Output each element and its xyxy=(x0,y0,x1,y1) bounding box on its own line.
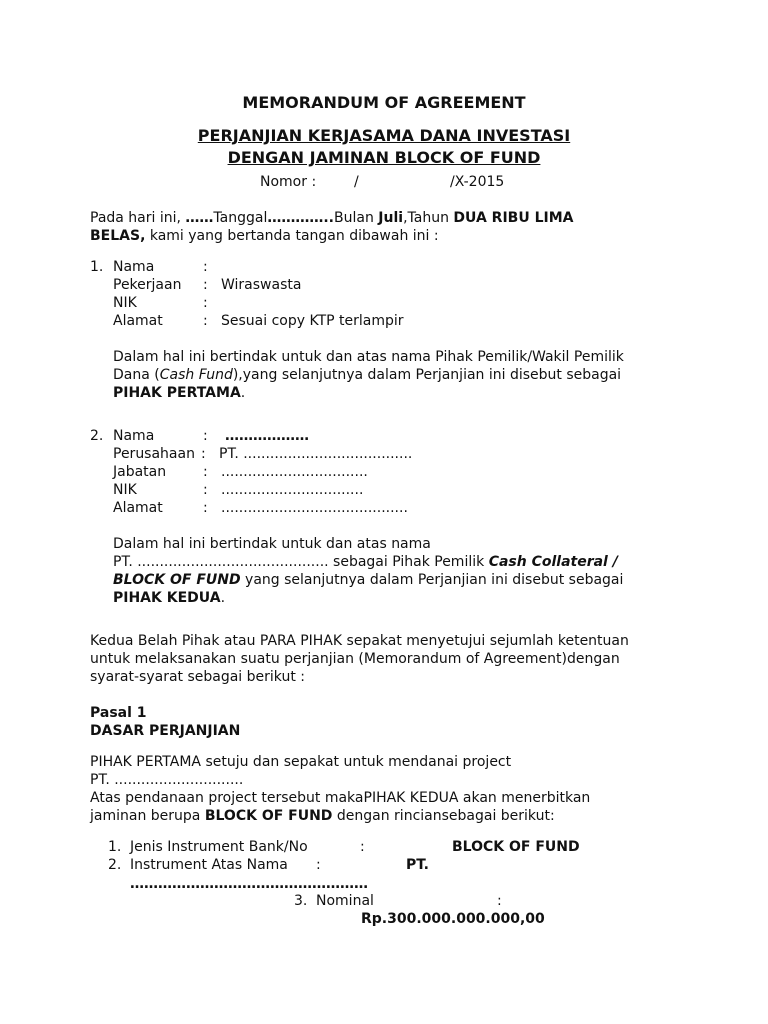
party1-colon-nik: : xyxy=(203,295,208,311)
document-subtitle-line-1: PERJANJIAN KERJASAMA DANA INVESTASI xyxy=(197,126,571,145)
nomor-suffix: /X-2015 xyxy=(450,174,505,190)
detail-1-value: BLOCK OF FUND xyxy=(452,839,580,855)
pasal1-para-line-1: PIHAK PERTAMA setuju dan sepakat untuk mendanai project xyxy=(90,754,512,770)
nomor-label: Nomor : xyxy=(260,174,317,190)
intro-text-h: DUA RIBU LIMA xyxy=(453,210,574,226)
detail-2-value: PT. xyxy=(406,857,430,873)
party1-value-alamat: Sesuai copy KTP terlampir xyxy=(221,313,404,329)
party1-desc-3b: . xyxy=(240,385,246,401)
party2-label-alamat: Alamat xyxy=(113,500,163,516)
party2-cash-collateral: Cash Collateral / xyxy=(488,554,618,570)
pasal1-para-line-4 xyxy=(90,807,555,825)
document-subtitle-line-2: DENGAN JAMINAN BLOCK OF FUND xyxy=(227,148,541,167)
pasal1-title: DASAR PERJANJIAN xyxy=(90,723,241,739)
intro-rest: kami yang bertanda tangan dibawah ini : xyxy=(145,228,439,244)
party2-label-nik: NIK xyxy=(113,482,137,498)
party2-desc-line-2 xyxy=(113,553,618,571)
party2-desc-4b: . xyxy=(220,590,226,606)
pasal1-p4a: jaminan berupa xyxy=(90,808,205,824)
intro-text-a: Pada hari ini, xyxy=(90,210,186,226)
party2-colon-perusahaan: : xyxy=(201,446,206,462)
party1-number: 1. xyxy=(90,259,104,275)
pasal1-block-of-fund: BLOCK OF FUND xyxy=(204,808,333,824)
party1-desc-line-1: Dalam hal ini bertindak untuk dan atas nama Pihak Pemilik/Wakil Pemilik xyxy=(113,349,624,365)
party2-number: 2. xyxy=(90,428,104,444)
pasal1-heading: Pasal 1 xyxy=(90,705,147,721)
agreement-line-2: untuk melaksanakan suatu perjanjian (Memorandum of Agreement)dengan xyxy=(90,651,620,667)
party2-label-nama: Nama xyxy=(113,428,155,444)
party1-cash-fund: Cash Fund xyxy=(159,367,233,383)
detail-3-amount: Rp.300.000.000.000,00 xyxy=(361,911,545,927)
party1-colon-alamat: : xyxy=(203,313,208,329)
document-title: MEMORANDUM OF AGREEMENT xyxy=(242,93,526,112)
party2-pihak-kedua: PIHAK KEDUA xyxy=(113,590,221,606)
intro-text-c: Tanggal xyxy=(213,210,268,226)
agreement-line-1: Kedua Belah Pihak atau PARA PIHAK sepakat menyetujui sejumlah ketentuan xyxy=(90,633,629,649)
party2-colon-nama: : xyxy=(203,428,208,444)
intro-belas: BELAS, xyxy=(90,228,146,244)
detail-2-continuation: …………………………………………… xyxy=(130,876,368,892)
intro-text-f: Juli xyxy=(378,210,404,226)
party2-desc-3b: yang selanjutnya dalam Perjanjian ini disebut sebagai xyxy=(240,572,624,588)
party2-label-jabatan: Jabatan xyxy=(113,464,167,480)
party2-desc-line-3 xyxy=(113,571,623,589)
detail-1-label: Jenis Instrument Bank/No xyxy=(130,839,308,855)
party1-colon-nama: : xyxy=(203,259,208,275)
intro-line-1 xyxy=(90,209,573,227)
detail-3-number: 3. xyxy=(294,893,308,909)
party1-label-alamat: Alamat xyxy=(113,313,163,329)
party2-value-alamat: .......................................... xyxy=(221,500,408,516)
party2-value-perusahaan: PT. ...................................... xyxy=(219,446,413,462)
party2-colon-nik: : xyxy=(203,482,208,498)
party1-label-pekerjaan: Pekerjaan xyxy=(113,277,182,293)
detail-2-colon: : xyxy=(316,857,321,873)
intro-text-g: ,Tahun xyxy=(403,210,454,226)
detail-2-label: Instrument Atas Nama xyxy=(130,857,288,873)
party1-desc-2a: Dana ( xyxy=(113,367,160,383)
detail-2-number: 2. xyxy=(108,857,122,873)
pasal1-para-line-3: Atas pendanaan project tersebut makaPIHAK KEDUA akan menerbitkan xyxy=(90,790,591,806)
party2-colon-alamat: : xyxy=(203,500,208,516)
detail-3-colon: : xyxy=(497,893,502,909)
party2-value-jabatan: ................................. xyxy=(221,464,368,480)
party1-label-nik: NIK xyxy=(113,295,137,311)
detail-1-colon: : xyxy=(360,839,365,855)
party2-value-nik: ................................ xyxy=(221,482,364,498)
party2-colon-jabatan: : xyxy=(203,464,208,480)
nomor-slash: / xyxy=(354,174,359,190)
intro-text-e: Bulan xyxy=(334,210,379,226)
party1-label-nama: Nama xyxy=(113,259,155,275)
party2-desc-line-4 xyxy=(113,589,225,607)
detail-3-label: Nominal xyxy=(316,893,374,909)
party1-value-pekerjaan: Wiraswasta xyxy=(221,277,302,293)
party2-desc-line-1: Dalam hal ini bertindak untuk dan atas nama xyxy=(113,536,431,552)
party1-pihak-pertama: PIHAK PERTAMA xyxy=(113,385,241,401)
party1-desc-2c: ),yang selanjutnya dalam Perjanjian ini disebut sebagai xyxy=(232,367,622,383)
agreement-line-3: syarat-syarat sebagai berikut : xyxy=(90,669,305,685)
party1-desc-line-3 xyxy=(113,384,245,402)
party1-desc-line-2 xyxy=(113,366,621,384)
party2-label-perusahaan: Perusahaan xyxy=(113,446,195,462)
detail-1-number: 1. xyxy=(108,839,122,855)
pasal1-p4c: dengan rinciansebagai berikut: xyxy=(332,808,555,824)
party1-colon-pekerjaan: : xyxy=(203,277,208,293)
intro-text-d: ………….. xyxy=(267,210,334,226)
intro-line-2 xyxy=(90,227,439,245)
party2-desc-2a: PT. ........................................... sebagai Pihak Pemilik xyxy=(113,554,489,570)
party2-block-of-fund: BLOCK OF FUND xyxy=(113,572,241,588)
party2-value-nama: ……………… xyxy=(225,428,309,444)
intro-text-b: …… xyxy=(185,210,214,226)
pasal1-para-line-2: PT. ............................. xyxy=(90,772,244,788)
